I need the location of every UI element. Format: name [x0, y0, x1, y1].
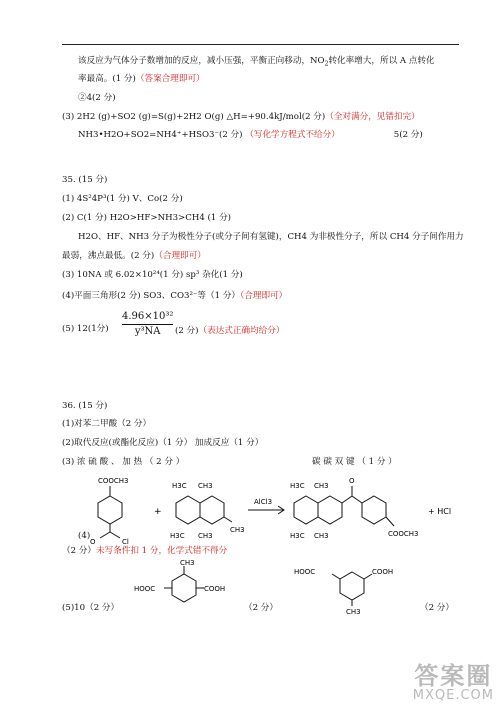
- q36-answer-4-label: (4): [78, 531, 91, 541]
- ketone-oxygen: O: [349, 477, 355, 485]
- q35-answer-2: (2) C(1 分) H2O>HF>NH3>CH4 (1 分): [62, 213, 232, 223]
- product-methyl-4: CH3: [314, 532, 329, 540]
- q35-explanation-2: 最弱，沸点最低。(2 分)（合理即可）: [62, 251, 206, 261]
- q35-answer-4: (4)平面三角形(2 分) SO3、CO3²⁻等（1 分）（合理即可）: [62, 291, 288, 301]
- methyl-label-1: H3C: [172, 482, 187, 490]
- cooh-label-5b: COOH: [372, 568, 394, 576]
- q36-answer-5-right: （2 分）: [420, 603, 454, 613]
- fraction-numerator: 4.96×10³²: [122, 311, 174, 322]
- q34-line1: 该反应为气体分子数增加的反应，减小压强，平衡正向移动，$NO_2$转化率增大，所以 A 点转化: [78, 56, 435, 68]
- q34-equation: (3) 2H2 (g)+SO2 (g)=S(g)+2H2 O(g) △H=+90.4kJ/mol(2 分)（全对满分，见错扣完）: [62, 112, 420, 122]
- q36-answer-5-mid: （2 分）: [244, 603, 278, 613]
- methyl-label-5: CH3: [230, 526, 245, 534]
- q34-line2: 率最高。(1 分)（答案合理即可）: [78, 74, 205, 84]
- plus-sign: +: [154, 507, 162, 517]
- q36-answer-3: (3) 浓 硫 酸 、 加 热 （ 2 分 ）: [62, 457, 185, 467]
- q36-answer-4-score: （2 分）未写条件扣 1 分，化学式错不得分: [62, 546, 228, 556]
- cooch3-label: COOCH3: [98, 477, 129, 485]
- q34-line3: ②4(2 分): [78, 93, 116, 103]
- methyl-label-5b: CH3: [346, 608, 361, 616]
- q36-heading: 36. (15 分): [62, 401, 108, 411]
- product-ester-label: COOCH3: [388, 530, 419, 538]
- hcl-label: + HCl: [428, 507, 452, 516]
- q36-answer-1: (1)对苯二甲酸（2 分）: [62, 419, 152, 429]
- catalyst-label: AlCl3: [254, 498, 273, 506]
- methyl-label-3: H3C: [170, 532, 185, 540]
- q35-answer-3: (3) 10NA 或 6.02×10²⁴(1 分) sp³ 杂化(1 分): [62, 270, 243, 280]
- q35-answer-5-score: (2 分)（表达式正确均给分）: [175, 326, 285, 336]
- fraction-denominator: y³NA: [134, 326, 161, 337]
- header-rule: [62, 44, 459, 45]
- q35-answer-5: (5) 12(1分): [62, 324, 109, 334]
- q36-answer-5: (5)10（2 分）: [62, 603, 120, 613]
- chloride-label: Cl: [122, 538, 129, 546]
- product-methyl-1: H3C: [290, 482, 305, 490]
- reaction-scheme: [70, 474, 470, 554]
- cooh-label-5a: COOH: [204, 585, 226, 593]
- methyl-label-4: CH3: [198, 532, 213, 540]
- q36-answer-2: (2)取代反应(或酯化反应)（1 分） 加成反应（1 分）: [62, 438, 264, 448]
- methyl-label-2: CH3: [198, 482, 213, 490]
- hooc-label-5a: HOOC: [134, 585, 156, 593]
- structure-5a: [130, 560, 240, 616]
- q36-answer-3-right: 碳 碳 双 键 （ 1 分 ）: [312, 457, 397, 467]
- product-methyl-3: H3C: [290, 532, 305, 540]
- carbonyl-oxygen: O: [90, 538, 96, 546]
- structure-5b: [292, 560, 412, 616]
- q35-explanation-1: H2O、HF、NH3 分子为极性分子(或分子间有氢键)，CH4 为非极性分子，所以 CH4 分子间作用力: [78, 232, 464, 242]
- methyl-label-5a: CH3: [180, 560, 195, 567]
- watermark: 答案圈 MXQE.COM: [412, 661, 494, 703]
- density-fraction: [122, 311, 173, 338]
- product-methyl-2: CH3: [314, 482, 329, 490]
- q35-answer-1: (1) 4S²4P³(1 分) V、Co(2 分): [62, 194, 183, 204]
- benzene-ring-1: [98, 496, 122, 524]
- q34-equation2: NH3•H2O+SO2=NH4⁺+HSO3⁻(2 分) （写化学方程式不给分） 5(2 分): [78, 130, 423, 140]
- q35-heading: 35. (15 分): [62, 175, 108, 185]
- hooc-label-5b: HOOC: [294, 568, 316, 576]
